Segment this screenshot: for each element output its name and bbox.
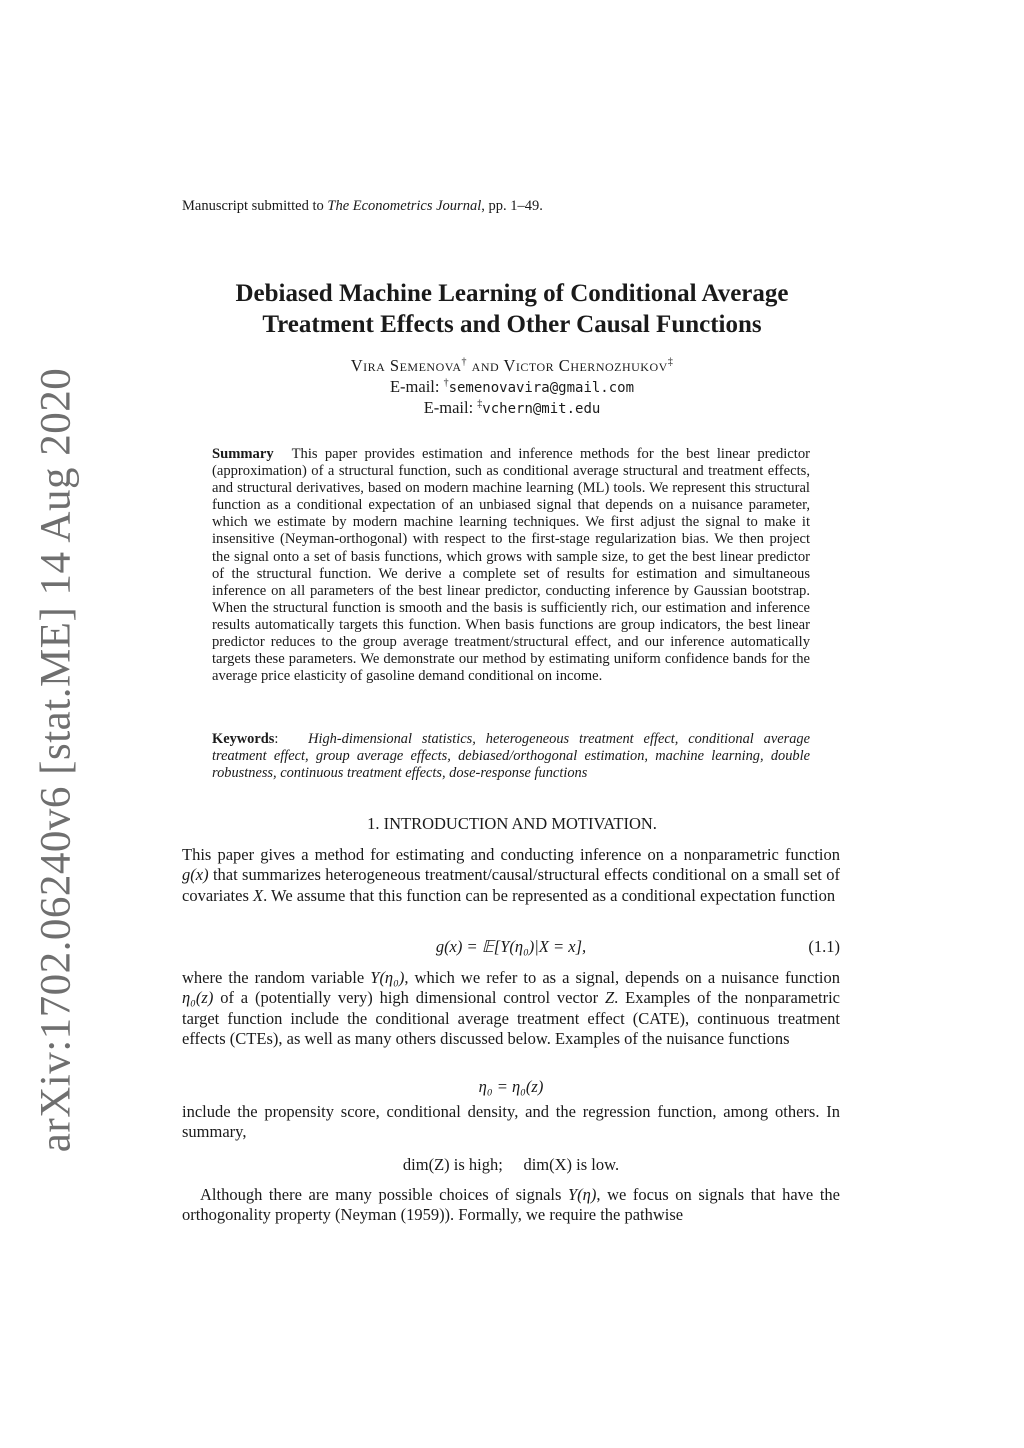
title-line-1: Debiased Machine Learning of Conditional Average <box>235 280 789 307</box>
text-run: of a (potentially very) high dimensional control vector <box>213 988 605 1008</box>
equation-1-1-body: g(x) = 𝔼[Y(η₀)|X = x], <box>435 937 587 956</box>
text-run: This paper gives a method for estimating and conducting inference on a nonparametric function <box>182 845 840 864</box>
summary-label: Summary <box>212 446 274 462</box>
email-label: E-mail: <box>423 398 478 417</box>
title-line-2: Treatment Effects and Other Causal Functions <box>262 311 762 338</box>
equation-number: (1.1) <box>808 937 840 956</box>
keywords-colon: : <box>274 731 279 747</box>
abstract <box>212 446 810 685</box>
keywords-label: Keywords <box>212 731 275 747</box>
math-Z: Z <box>604 988 615 1008</box>
summary-text: This paper provides estimation and inference methods for the best linear predictor (approximation) of a structural function, such as conditional average structural and treatment effects, and structural derivatives, based on modern machine learning (ML) tools. We represent this structural function as a conditional expectation of an unbiased signal that depends on a nuisance parameter, which we estimate by modern machine learning techniques. We first adjust the signal to make it insensitive (Neyman-orthogonal) with respect to the first-stage regularization bias. We then project the signal onto a set of basis functions, which grows with sample size, to get the best linear predictor of the structural function. We derive a complete set of results for estimation and simultaneous inference on all parameters of the best linear predictor, conducting inference by Gaussian bootstrap. When the structural function is smooth and the basis is sufficiently rich, our estimation and inference results automatically targets this function. When basis functions are group indicators, the best linear predictor reduces to the group average treatment/structural effect, and our inference automatically targets these parameters. We demonstrate our method by estimating uniform confidence bands for the average price elasticity of gasoline demand conditional on income. <box>212 446 810 685</box>
dagger-mark: † <box>443 377 449 389</box>
author-line <box>182 356 842 376</box>
email-address-1[interactable]: semenovavira@gmail.com <box>448 380 635 396</box>
equation-nuisance <box>182 1077 840 1097</box>
text-run: , we focus on signals that have the orthogonality property (Neyman (1959)). Formally, we require the pathwise <box>182 1185 840 1225</box>
paper-title <box>182 278 842 340</box>
author-conjunction: and <box>467 356 504 375</box>
author-1: Vira Semenova <box>350 356 462 375</box>
text-run: . We assume that this function can be represented as a conditional expectation function <box>263 885 836 905</box>
email-label: E-mail: <box>389 377 444 396</box>
text-run: . Examples of the nonparametric target function include the conditional average treatment effect (CATE), continuous treatment effects (CTEs), as well as many others discussed below. Examples of the nuisance functions <box>182 988 840 1049</box>
math-gx: g(x) <box>182 865 209 885</box>
math-Y-eta: Y(η) <box>568 1185 597 1204</box>
arxiv-identifier-stamp: arXiv:1702.06240v6 [stat.ME] 14 Aug 2020 <box>32 367 80 1153</box>
section-heading: 1. INTRODUCTION AND MOTIVATION. <box>367 814 657 833</box>
page-range: , pp. 1–49. <box>481 198 543 214</box>
math-eta0-z: η₀(z) <box>182 988 214 1008</box>
double-dagger-mark: ‡ <box>477 398 483 410</box>
email-line-1 <box>182 377 842 397</box>
dagger-mark: † <box>461 356 468 368</box>
paragraph-4 <box>182 1185 840 1226</box>
author-2: Victor Chernozhukov <box>503 356 668 375</box>
equation-dimension: dim(Z) is high; dim(X) is low. <box>402 1155 620 1174</box>
keywords-text: High-dimensional statistics, heterogeneous treatment effect, conditional average treatment effect, group average effects, debiased/orthogonal estimation, machine learning, double robustness, continuous treatment effects, dose-response functions <box>212 731 811 782</box>
equation-nuisance-body: η₀ = η₀(z) <box>478 1077 544 1096</box>
paragraph-1 <box>182 845 840 906</box>
math-Y-eta0: Y(η₀) <box>370 968 405 987</box>
text-run: Although there are many possible choices of signals <box>200 1185 568 1204</box>
email-address-2[interactable]: vchern@mit.edu <box>482 401 601 417</box>
double-dagger-mark: ‡ <box>667 356 674 368</box>
equation-1-1 <box>182 937 840 957</box>
math-X: X <box>253 885 264 905</box>
manuscript-header <box>182 198 543 215</box>
text-run: that summarizes heterogeneous treatment/causal/structural effects conditional on a small set of covariates <box>182 865 840 905</box>
keywords <box>212 731 810 783</box>
text-run: where the random variable <box>182 968 371 987</box>
email-line-2 <box>182 398 842 418</box>
paragraph-2 <box>182 968 840 1050</box>
journal-name: The Econometrics Journal <box>327 198 482 214</box>
manuscript-prefix: Manuscript submitted to <box>182 198 328 214</box>
text-run: , which we refer to as a signal, depends on a nuisance function <box>404 968 840 987</box>
paragraph-3: include the propensity score, conditional density, and the regression function, among others. In summary, <box>182 1102 840 1142</box>
